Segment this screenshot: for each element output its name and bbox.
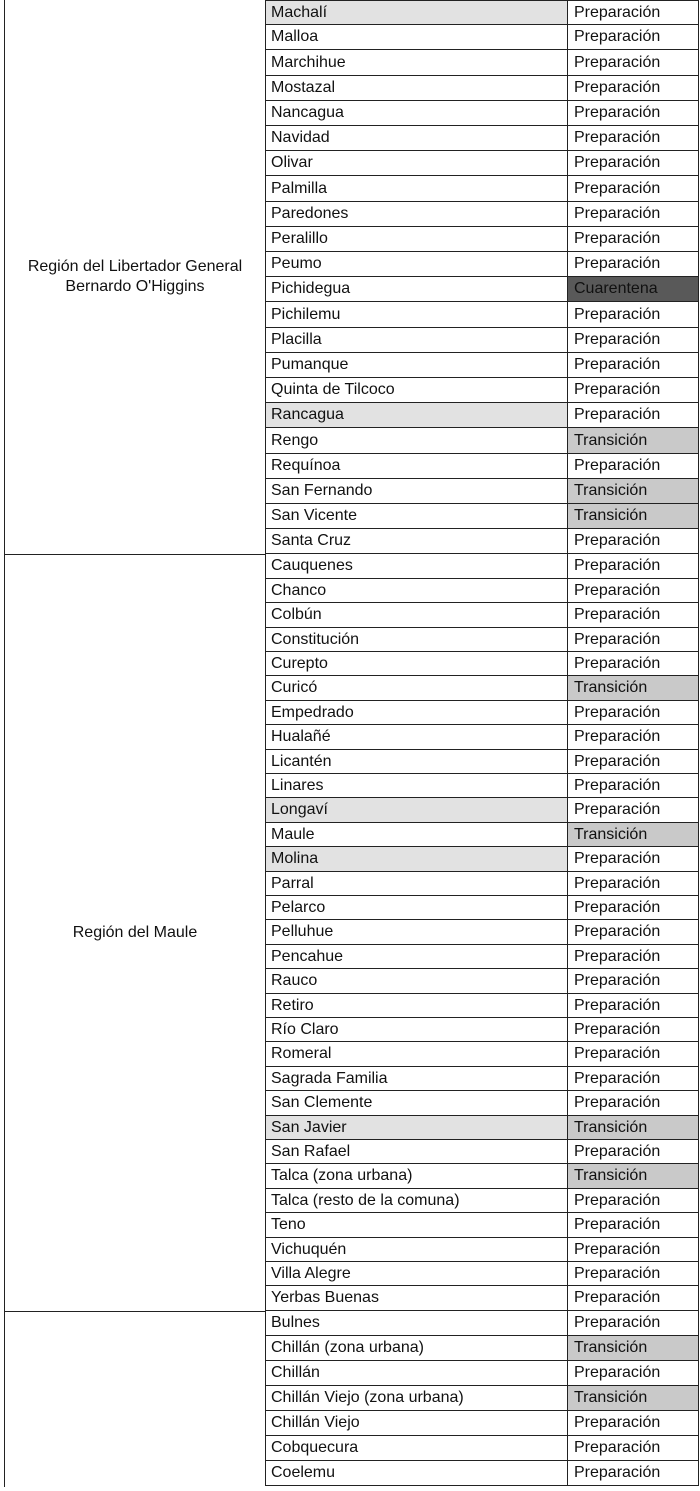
table-row — [265, 302, 699, 328]
estado-cell: Preparación — [574, 1414, 661, 1431]
estado-cell: Preparación — [574, 305, 661, 323]
estado-cell: Preparación — [574, 752, 661, 770]
estado-cell: Preparación — [574, 3, 661, 21]
comuna-cell: Pumanque — [266, 353, 568, 377]
estado-cell: Preparación — [574, 406, 661, 423]
table-row — [265, 151, 699, 176]
estado-cell: Preparación — [574, 53, 661, 71]
table-row — [265, 1311, 699, 1336]
estado-cell: Preparación — [574, 1020, 661, 1038]
comuna-cell: Parral — [266, 872, 568, 895]
estado-cell: Preparación — [574, 104, 661, 121]
comuna-cell: Romeral — [266, 1042, 568, 1066]
comuna-cell: Chillán Viejo — [266, 1411, 568, 1435]
table-row — [265, 798, 699, 823]
table-row — [265, 945, 699, 969]
estado-cell: Preparación — [574, 79, 661, 96]
table-row — [265, 1116, 699, 1140]
table-row — [265, 529, 699, 554]
estado-cell: Preparación — [574, 557, 661, 574]
table-row — [265, 1461, 699, 1486]
table-row — [265, 428, 699, 454]
table-row — [265, 1213, 699, 1238]
estado-cell: Preparación — [574, 1191, 661, 1209]
table-row — [265, 1164, 699, 1189]
table-row — [265, 774, 699, 798]
estado-cell: Transición — [568, 1336, 698, 1360]
comuna-cell: San Javier — [266, 1116, 568, 1139]
comuna-cell: Licantén — [266, 750, 568, 773]
comuna-cell: Machalí — [266, 1, 568, 24]
estado-cell: Preparación — [574, 801, 661, 818]
comuna-cell: Pencahue — [266, 945, 568, 968]
estado-cell: Preparación — [574, 874, 661, 892]
comuna-cell: Curepto — [266, 652, 568, 675]
comuna-cell: Villa Alegre — [266, 1262, 568, 1285]
estado-cell: Transición — [568, 504, 698, 528]
table-row — [265, 628, 699, 652]
table-row — [265, 896, 699, 920]
comuna-cell: Mostazal — [266, 76, 568, 100]
comuna-cell: Hualañé — [266, 725, 568, 749]
estado-cell: Preparación — [574, 381, 661, 398]
comuna-cell: San Fernando — [266, 479, 568, 503]
table-row — [265, 652, 699, 676]
comuna-cell: Retiro — [266, 994, 568, 1017]
estado-cell: Preparación — [574, 972, 661, 989]
table-row — [265, 920, 699, 945]
table-row — [265, 1361, 699, 1386]
comuna-cell: Chanco — [266, 579, 568, 602]
estado-cell: Transición — [568, 428, 698, 453]
table-row — [265, 202, 699, 227]
comuna-cell: San Vicente — [266, 504, 568, 528]
comuna-cell: Quinta de Tilcoco — [266, 378, 568, 402]
estado-cell: Preparación — [574, 532, 661, 549]
estado-cell: Preparación — [574, 1439, 661, 1456]
estado-cell: Preparación — [574, 947, 661, 965]
comuna-cell: Bulnes — [266, 1311, 568, 1335]
region-cell — [4, 554, 265, 1312]
comuna-cell: Chillán — [266, 1361, 568, 1385]
estado-cell: Preparación — [574, 1364, 661, 1381]
comuna-cell: San Clemente — [266, 1091, 568, 1115]
table-row — [265, 1386, 699, 1411]
table-row — [265, 1067, 699, 1091]
estado-cell: Preparación — [574, 776, 661, 794]
region-cell — [4, 1311, 265, 1487]
estado-cell: Preparación — [574, 1142, 661, 1160]
table-row — [265, 701, 699, 725]
estado-cell: Preparación — [574, 331, 661, 348]
table-row — [265, 1336, 699, 1361]
estado-cell: Preparación — [574, 1314, 661, 1331]
estado-cell: Preparación — [574, 205, 661, 222]
estado-cell: Preparación — [574, 1216, 661, 1233]
estado-cell: Preparación — [574, 129, 661, 146]
comuna-cell: Navidad — [266, 126, 568, 150]
estado-cell: Preparación — [574, 356, 661, 373]
region-name-line: Región del Libertador General — [27, 258, 243, 275]
comuna-cell: Pelluhue — [266, 920, 568, 944]
table-row — [265, 1286, 699, 1311]
estado-cell: Transición — [568, 823, 698, 846]
comuna-cell: Rancagua — [266, 403, 568, 427]
estado-cell: Cuarentena — [568, 277, 698, 301]
table-row — [265, 1140, 699, 1164]
comuna-cell: Vichuquén — [266, 1238, 568, 1261]
table-row — [265, 227, 699, 252]
region-cell — [4, 0, 265, 555]
table-row — [265, 603, 699, 628]
table-row — [265, 1018, 699, 1042]
estado-cell: Preparación — [574, 850, 661, 867]
comuna-cell: Talca (zona urbana) — [266, 1164, 568, 1188]
table-row — [265, 378, 699, 403]
table-row — [265, 847, 699, 872]
table-row — [265, 403, 699, 428]
region-name-line: Región del Maule — [72, 923, 198, 941]
table-row — [265, 1436, 699, 1461]
comuna-cell: Pichilemu — [266, 302, 568, 327]
table-row — [265, 969, 699, 994]
estado-cell: Preparación — [574, 230, 661, 247]
table-row — [265, 504, 699, 529]
comuna-cell: Chillán (zona urbana) — [266, 1336, 568, 1360]
table-row — [265, 50, 699, 76]
table-row — [265, 101, 699, 126]
table-row — [265, 252, 699, 277]
table-row — [265, 1189, 699, 1213]
comuna-cell: Paredones — [266, 202, 568, 226]
comuna-cell: Requínoa — [266, 454, 568, 478]
comuna-cell: Constitución — [266, 628, 568, 651]
estado-cell: Preparación — [574, 28, 661, 45]
comuna-cell: Rengo — [266, 428, 568, 453]
table-row — [265, 1411, 699, 1436]
comuna-cell: Curicó — [266, 676, 568, 700]
estado-cell: Transición — [568, 676, 698, 700]
table-row — [265, 76, 699, 101]
table-row — [265, 328, 699, 353]
comuna-cell: Molina — [266, 847, 568, 871]
comuna-cell: Chillán Viejo (zona urbana) — [266, 1386, 568, 1410]
comuna-cell: Río Claro — [266, 1018, 568, 1041]
comuna-cell: Coelemu — [266, 1461, 568, 1485]
comuna-cell: Linares — [266, 774, 568, 797]
comuna-cell: Peumo — [266, 252, 568, 276]
estado-cell: Transición — [568, 1164, 698, 1188]
table-row — [265, 176, 699, 202]
estado-cell: Preparación — [574, 1289, 661, 1306]
table-row — [265, 872, 699, 896]
estado-cell: Preparación — [574, 1240, 661, 1258]
estado-cell: Preparación — [574, 996, 661, 1014]
estado-cell: Preparación — [574, 1264, 661, 1282]
comuna-cell: Maule — [266, 823, 568, 846]
table-row — [265, 750, 699, 774]
table-row — [265, 1091, 699, 1116]
table-row — [265, 0, 699, 25]
comuna-cell: Marchihue — [266, 50, 568, 75]
table-row — [265, 554, 699, 579]
table-row — [265, 1238, 699, 1262]
estado-cell: Preparación — [574, 255, 661, 272]
estado-cell: Preparación — [574, 1464, 661, 1481]
estado-cell: Preparación — [574, 703, 661, 721]
table-row — [265, 126, 699, 151]
comuna-cell: Colbún — [266, 603, 568, 627]
comuna-cell: San Rafael — [266, 1140, 568, 1163]
estado-cell: Preparación — [574, 179, 661, 197]
comuna-cell: Santa Cruz — [266, 529, 568, 553]
comuna-cell: Olivar — [266, 151, 568, 175]
table-row — [265, 994, 699, 1018]
estado-cell: Preparación — [574, 154, 661, 171]
estado-cell: Preparación — [574, 898, 661, 916]
comuna-cell: Pelarco — [266, 896, 568, 919]
table-row — [265, 579, 699, 603]
region-name-line: Bernardo O'Higgins — [65, 278, 205, 295]
comuna-cell: Placilla — [266, 328, 568, 352]
comuna-cell: Empedrado — [266, 701, 568, 724]
comuna-cell: Palmilla — [266, 176, 568, 201]
comuna-cell: Nancagua — [266, 101, 568, 125]
table-row — [265, 277, 699, 302]
comuna-cell: Sagrada Familia — [266, 1067, 568, 1090]
table-row — [265, 725, 699, 750]
comuna-cell: Cobquecura — [266, 1436, 568, 1460]
comuna-cell: Yerbas Buenas — [266, 1286, 568, 1310]
table-row — [265, 1042, 699, 1067]
estado-cell: Transición — [568, 1116, 698, 1139]
table-row — [265, 25, 699, 50]
estado-cell: Preparación — [574, 457, 661, 474]
estado-cell: Preparación — [574, 1069, 661, 1087]
estado-cell: Preparación — [574, 1094, 661, 1111]
table-row — [265, 1262, 699, 1286]
comuna-cell: Rauco — [266, 969, 568, 993]
table-row — [265, 823, 699, 847]
comuna-cell: Cauquenes — [266, 554, 568, 578]
comuna-cell: Longaví — [266, 798, 568, 822]
comuna-cell: Peralillo — [266, 227, 568, 251]
estado-cell: Preparación — [574, 923, 661, 940]
table-row — [265, 676, 699, 701]
table-row — [265, 454, 699, 479]
estado-cell: Preparación — [574, 581, 661, 599]
estado-cell: Transición — [568, 479, 698, 503]
comuna-cell: Pichidegua — [266, 277, 568, 301]
estado-cell: Preparación — [574, 1045, 661, 1062]
estado-cell: Transición — [568, 1386, 698, 1410]
estado-cell: Preparación — [574, 630, 661, 648]
estado-cell: Preparación — [574, 728, 661, 745]
comuna-cell: Malloa — [266, 25, 568, 49]
comuna-cell: Talca (resto de la comuna) — [266, 1189, 568, 1212]
table-row — [265, 353, 699, 378]
comuna-cell: Teno — [266, 1213, 568, 1237]
estado-cell: Preparación — [574, 654, 661, 672]
estado-cell: Preparación — [574, 606, 661, 623]
table-row — [265, 479, 699, 504]
